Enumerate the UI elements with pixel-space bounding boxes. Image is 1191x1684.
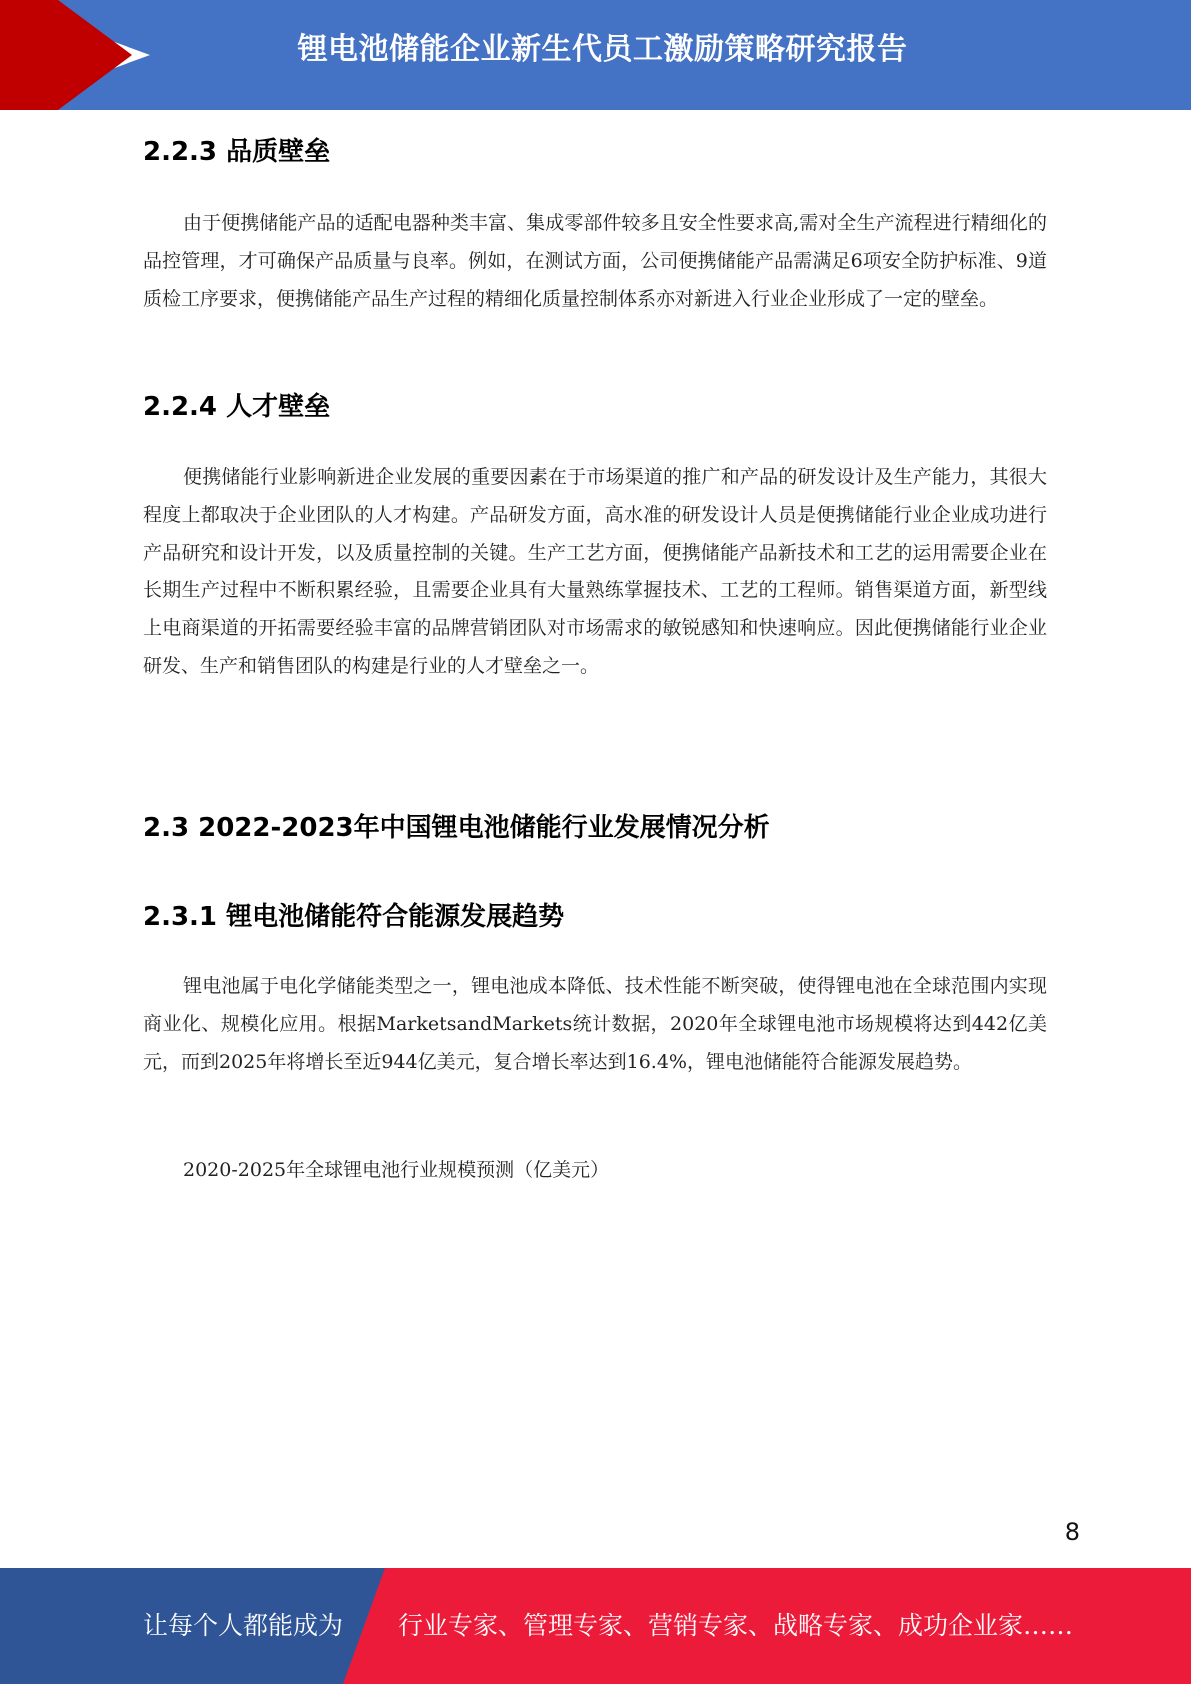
page-header (0, 0, 1191, 110)
paragraph-energy-trend: 锂电池属于电化学储能类型之一，锂电池成本降低、技术性能不断突破，使得锂电池在全球范围内实现商业化、规模化应用。根据MarketsandMarkets统计数据，2020年全球锂电池市场规模将达到442亿美元，而到2025年将增长至近944亿美元，复合增长率达到16.4%，锂电池储能符合能源发展趋势。 (143, 975, 1047, 1073)
section-heading-2-2-4: 2.2.4 人才壁垒 (143, 392, 331, 422)
section-heading-2-3-1: 2.3.1 锂电池储能符合能源发展趋势 (143, 902, 565, 932)
figure-caption: 2020-2025年全球锂电池行业规模预测（亿美元） (183, 1159, 610, 1181)
footer-slogan-right: 行业专家、管理专家、营销专家、战略专家、成功企业家…… (398, 1611, 1074, 1640)
report-title: 锂电池储能企业新生代员工激励策略研究报告 (297, 32, 908, 67)
section-heading-2-3: 2.3 2022-2023年中国锂电池储能行业发展情况分析 (143, 813, 770, 843)
paragraph-talent-barrier: 便携储能行业影响新进企业发展的重要因素在于市场渠道的推广和产品的研发设计及生产能力，其很大程度上都取决于企业团队的人才构建。产品研发方面，高水准的研发设计人员是便携储能行业企业成功进行产品研究和设计开发，以及质量控制的关键。生产工艺方面，便携储能产品新技术和工艺的运用需要企业在长期生产过程中不断积累经验，且需要企业具有大量熟练掌握技术、工艺的工程师。销售渠道方面，新型线上电商渠道的开拓需要经验丰富的品牌营销团队对市场需求的敏锐感知和快速响应。因此便携储能行业企业研发、生产和销售团队的构建是行业的人才壁垒之一。 (143, 466, 1047, 677)
section-heading-2-2-3: 2.2.3 品质壁垒 (143, 137, 331, 167)
footer-slogan-left: 让每个人都能成为 (143, 1611, 344, 1640)
page-number: 8 (1064, 1518, 1080, 1546)
page-footer (0, 1568, 1191, 1684)
paragraph-quality-barrier: 由于便携储能产品的适配电器种类丰富、集成零部件较多且安全性要求高,需对全生产流程进行精细化的品控管理，才可确保产品质量与良率。例如，在测试方面，公司便携储能产品需满足6项安全防护标准、9道质检工序要求，便携储能产品生产过程的精细化质量控制体系亦对新进入行业企业形成了一定的壁垒。 (143, 212, 1047, 310)
